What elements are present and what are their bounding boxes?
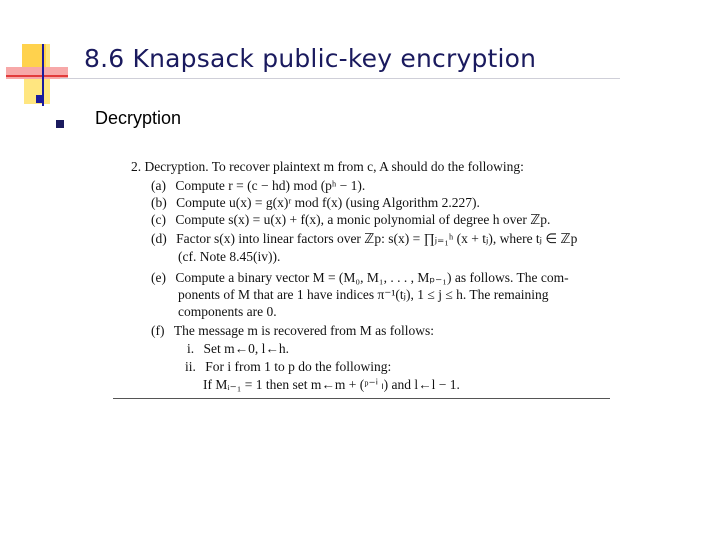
substep-continuation: If Mᵢ₋₁ = 1 then set m←m + (ᵖ⁻ⁱ ₗ) and l←l − 1.: [203, 377, 460, 392]
step-row: [151, 322, 434, 339]
bullet-square-icon: [56, 120, 64, 128]
step-continuation: ponents of M that are 1 have indices π⁻¹(tⱼ), 1 ≤ j ≤ h. The remaining: [178, 287, 549, 302]
step-row: [151, 177, 365, 194]
step-label: (f): [151, 323, 165, 338]
title-divider: [60, 78, 620, 79]
corner-decoration: [0, 0, 80, 110]
deco-blue-dot: [36, 95, 44, 103]
heading-text: Decryption. To recover plaintext m from c, A should do the following:: [144, 159, 524, 174]
deco-red-line: [6, 75, 68, 77]
step-text: Compute a binary vector M = (M₀, M₁, . . . , Mₚ₋₁) as follows. The com-: [175, 270, 569, 285]
step-label: (e): [151, 270, 166, 285]
decryption-excerpt: [113, 156, 613, 400]
step-continuation: (cf. Note 8.45(iv)).: [178, 249, 281, 264]
excerpt-bottom-rule: [113, 398, 610, 399]
substep-text: For i from 1 to p do the following:: [205, 359, 392, 374]
step-text: Factor s(x) into linear factors over ℤp: s(x) = ∏ⱼ₌₁ʰ (x + tⱼ), where tⱼ ∈ ℤp: [176, 231, 578, 246]
step-row: [151, 230, 577, 247]
substep-label: i.: [187, 341, 195, 356]
substep-row: [187, 340, 289, 357]
step-label: (b): [151, 195, 167, 210]
step-row: [151, 211, 550, 228]
step-label: (c): [151, 212, 166, 227]
bullet-label: Decryption: [95, 108, 182, 128]
heading-number: 2.: [131, 159, 142, 174]
step-row: [151, 194, 480, 211]
excerpt-heading: [131, 158, 524, 175]
substep-row: [185, 358, 391, 375]
step-continuation: components are 0.: [178, 304, 277, 319]
step-text: Compute s(x) = u(x) + f(x), a monic polynomial of degree h over ℤp.: [175, 212, 551, 227]
step-row: [151, 269, 569, 286]
substep-label: ii.: [185, 359, 196, 374]
step-label: (a): [151, 178, 166, 193]
step-text: Compute u(x) = g(x)ʳ mod f(x) (using Algorithm 2.227).: [176, 195, 480, 210]
substep-text: Set m←0, l←h.: [203, 341, 290, 356]
deco-red-bar: [6, 67, 68, 79]
step-label: (d): [151, 231, 167, 246]
step-text: Compute r = (c − hd) mod (pʰ − 1).: [175, 178, 366, 193]
page-title: 8.6 Knapsack public-key encryption: [84, 44, 537, 73]
step-text: The message m is recovered from M as follows:: [173, 323, 435, 338]
